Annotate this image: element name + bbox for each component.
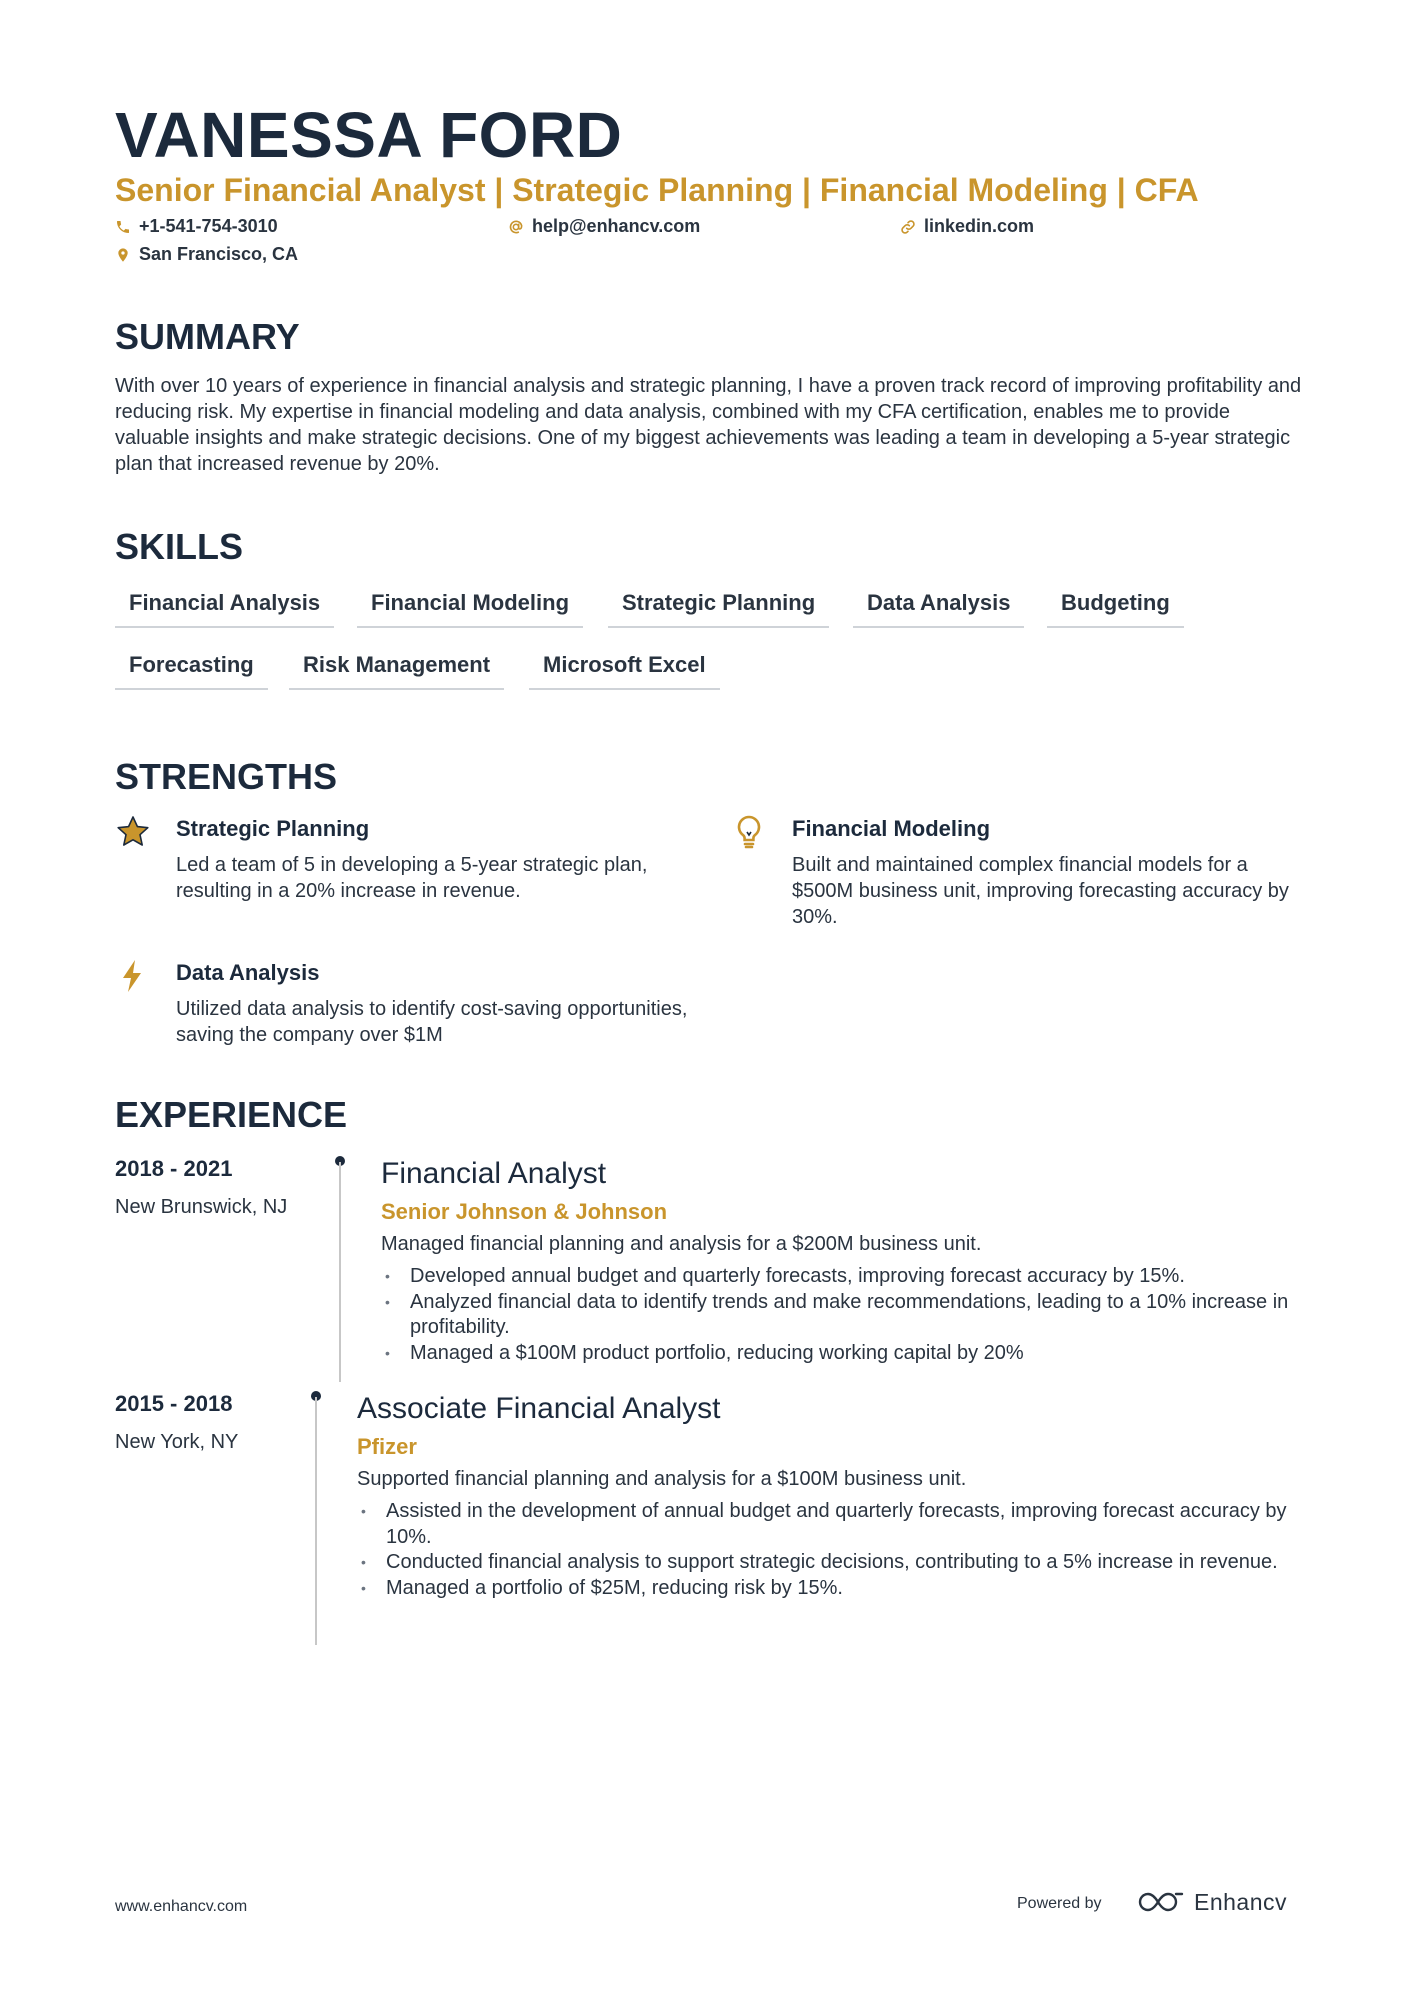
strength-title: Strategic Planning <box>176 816 370 841</box>
strength-description: Led a team of 5 in developing a 5-year strategic plan, resulting in a 20% increase in revenue. <box>176 854 648 902</box>
job-bullets <box>357 1499 1307 1601</box>
link-icon <box>900 219 916 235</box>
skill-tag: Data Analysis <box>853 584 1024 628</box>
timeline-line <box>339 1162 341 1382</box>
job-bullets <box>381 1264 1301 1366</box>
skill-tag: Forecasting <box>115 646 268 690</box>
job-role: Financial Analyst <box>381 1157 607 1190</box>
job-intro: Managed financial planning and analysis for a $200M business unit. <box>381 1233 982 1255</box>
job-dates: 2018 - 2021 <box>115 1156 233 1181</box>
strength-title: Financial Modeling <box>792 816 991 841</box>
job-bullet: • Assisted in the development of annual budget and quarterly forecasts, improving forecast accuracy by 10%. <box>357 1499 1307 1550</box>
skill-tag: Financial Analysis <box>115 584 334 628</box>
strength-title: Data Analysis <box>176 960 320 985</box>
job-bullet: • Developed annual budget and quarterly forecasts, improving forecast accuracy by 15%. <box>381 1264 1301 1290</box>
linkedin-text: linkedin.com <box>924 216 1035 236</box>
job-location: New York, NY <box>115 1431 239 1453</box>
enhancv-logo[interactable] <box>1138 1888 1287 1916</box>
phone-icon <box>115 219 131 235</box>
enhancv-logo-text: Enhancv <box>1194 1888 1288 1915</box>
skill-tag: Microsoft Excel <box>529 646 720 690</box>
at-icon <box>508 219 524 235</box>
job-bullet: • Managed a portfolio of $25M, reducing risk by 15%. <box>357 1576 1307 1602</box>
experience-heading: EXPERIENCE <box>115 1094 348 1135</box>
timeline-line <box>315 1397 317 1645</box>
job-company: Senior Johnson & Johnson <box>381 1199 668 1224</box>
job-dates: 2015 - 2018 <box>115 1391 233 1416</box>
job-bullet: • Conducted financial analysis to support strategic decisions, contributing to a 5% increase in revenue. <box>357 1550 1307 1576</box>
strength-description: Utilized data analysis to identify cost-saving opportunities, saving the company over $1M <box>176 998 688 1046</box>
contact-email[interactable] <box>508 216 700 237</box>
summary-text: With over 10 years of experience in financial analysis and strategic planning, I have a proven track record of improving profitability and reducing risk. My expertise in financial modeling and data analysis, combined with my CFA certification, enables me to provide valuable insights and make strategic decisions. One of my biggest achievements was leading a team in developing a 5-year strategic plan that increased revenue by 20%. <box>115 375 1302 475</box>
job-role: Associate Financial Analyst <box>357 1392 721 1425</box>
location-text: San Francisco, CA <box>139 244 299 264</box>
candidate-name: VANESSA FORD <box>115 99 623 171</box>
job-location: New Brunswick, NJ <box>115 1196 288 1218</box>
job-intro: Supported financial planning and analysis for a $100M business unit. <box>357 1468 967 1490</box>
footer-website-link[interactable]: www.enhancv.com <box>115 1898 248 1915</box>
contact-location <box>115 244 298 265</box>
lightning-icon <box>115 958 151 994</box>
candidate-headline: Senior Financial Analyst | Strategic Planning | Financial Modeling | CFA <box>115 172 1199 208</box>
contact-phone[interactable] <box>115 216 278 237</box>
summary-heading: SUMMARY <box>115 316 300 357</box>
enhancv-logo-icon <box>1138 1888 1186 1916</box>
location-pin-icon <box>115 247 131 263</box>
job-bullet: • Managed a $100M product portfolio, reducing working capital by 20% <box>381 1341 1301 1367</box>
skill-tag: Financial Modeling <box>357 584 583 628</box>
skill-tag: Budgeting <box>1047 584 1184 628</box>
job-company: Pfizer <box>357 1434 417 1459</box>
skill-tag: Risk Management <box>289 646 504 690</box>
strengths-heading: STRENGTHS <box>115 756 338 797</box>
contact-linkedin[interactable] <box>900 216 1034 237</box>
skill-tag: Strategic Planning <box>608 584 829 628</box>
footer-powered-by: Powered by <box>1017 1895 1102 1912</box>
star-icon <box>115 814 151 850</box>
lightbulb-icon <box>731 814 767 850</box>
email-text: help@enhancv.com <box>532 216 701 236</box>
skills-heading: SKILLS <box>115 526 244 567</box>
phone-text: +1-541-754-3010 <box>139 216 278 236</box>
strength-description: Built and maintained complex financial models for a $500M business unit, improving forecasting accuracy by 30%. <box>792 854 1289 928</box>
job-bullet: • Analyzed financial data to identify trends and make recommendations, leading to a 10% increase in profitability. <box>381 1290 1301 1341</box>
